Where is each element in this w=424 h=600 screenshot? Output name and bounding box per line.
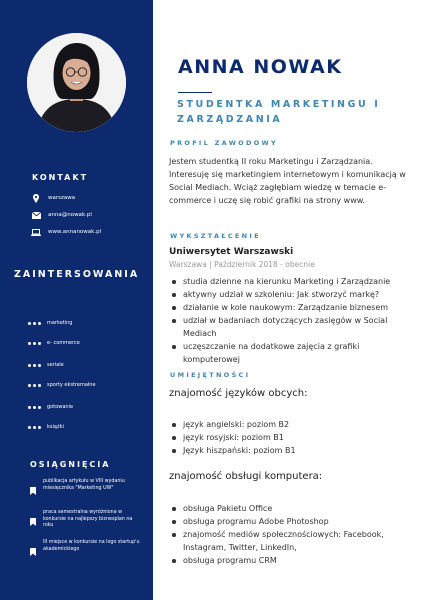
dots-icon bbox=[28, 322, 42, 325]
list-item: znajomość mediów społecznościowych: Facebook, Instagram, Twitter, LinkedIn, bbox=[169, 528, 409, 554]
profile-heading: PROFIL ZAWODOWY bbox=[170, 139, 279, 147]
interest-label: e- commerce bbox=[47, 340, 80, 346]
achievement-item bbox=[30, 479, 142, 492]
interest-item bbox=[28, 402, 73, 412]
interest-label: książki bbox=[47, 424, 64, 430]
interest-label: seriale bbox=[47, 362, 64, 368]
location-pin-icon bbox=[30, 194, 42, 203]
interest-label: sporty ekstremalne bbox=[47, 382, 96, 388]
achievements-heading: OSIĄGNIĘCIA bbox=[30, 460, 111, 469]
school-name: Uniwersytet Warszawski bbox=[169, 247, 294, 257]
sidebar bbox=[0, 0, 153, 600]
achievement-text: III miejsce w konkursie na logo startup'u akademickiego bbox=[43, 540, 140, 552]
education-list bbox=[169, 275, 409, 366]
list-item: uczęszczanie na dodatkowe zajęcia z grafiki komputerowej bbox=[169, 340, 409, 366]
title-divider bbox=[178, 92, 212, 93]
interest-item bbox=[28, 360, 64, 370]
bookmark-icon bbox=[30, 511, 36, 519]
contact-email[interactable] bbox=[30, 209, 92, 221]
computer-skills-list bbox=[169, 502, 409, 567]
list-item: język angielski: poziom B2 bbox=[169, 418, 409, 431]
achievement-item bbox=[30, 510, 142, 530]
achievement-text: publikacja artykułu w VIII wydaniu miesięcznika "Marketing UW" bbox=[43, 479, 125, 491]
profile-photo bbox=[27, 33, 126, 132]
interest-item bbox=[28, 422, 64, 432]
interest-item bbox=[28, 380, 96, 390]
dots-icon bbox=[28, 406, 42, 409]
list-item: obsługa programu CRM bbox=[169, 554, 409, 567]
achievement-text: praca semestralna wyróżniona w konkursie na najlepszy biznesplan na roku bbox=[43, 510, 133, 529]
profile-text: Jestem studentką II roku Marketingu i Zarządzania. Interesuję się marketingiem internetowym i komunikacją w Social Mediach. Wciąż zagłębiam wiedzę w temacie e-commerce i uczę się robić grafiki na strony www. bbox=[169, 157, 406, 205]
skills-heading: UMIEJĘTNOŚCI bbox=[170, 371, 251, 379]
person-name: ANNA NOWAK bbox=[178, 56, 343, 78]
languages-list bbox=[169, 418, 409, 457]
list-item: studia dzienne na kierunku Marketing i Zarządzanie bbox=[169, 275, 409, 288]
languages-heading: znajomość języków obcych: bbox=[169, 388, 308, 399]
laptop-icon bbox=[30, 229, 42, 236]
list-item: Język hiszpański: poziom B1 bbox=[169, 444, 409, 457]
list-item: aktywny udział w szkoleniu: Jak stworzyć markę? bbox=[169, 288, 409, 301]
list-item: język rosyjski: poziom B1 bbox=[169, 431, 409, 444]
dots-icon bbox=[28, 364, 42, 367]
list-item: obsługa Pakietu Office bbox=[169, 502, 409, 515]
contact-email-text[interactable]: anna@nowak.pl bbox=[48, 212, 92, 218]
contact-location-text: warszawa bbox=[48, 195, 76, 201]
school-meta: Warszawa | Październik 2018 - obecnie bbox=[169, 260, 315, 269]
interest-item bbox=[28, 318, 72, 328]
dots-icon bbox=[28, 342, 42, 345]
contact-website-text[interactable]: www.annanowak.pl bbox=[48, 229, 102, 235]
list-item: obsługa programu Adobe Photoshop bbox=[169, 515, 409, 528]
interest-item bbox=[28, 338, 80, 348]
interest-label: marketing bbox=[47, 320, 73, 326]
achievement-item bbox=[30, 540, 142, 553]
dots-icon bbox=[28, 426, 42, 429]
contact-heading: KONTAKT bbox=[32, 173, 89, 182]
dots-icon bbox=[28, 384, 42, 387]
interest-label: gotowanie bbox=[47, 404, 74, 410]
interests-heading: ZAINTERSOWANIA bbox=[14, 269, 140, 280]
job-subtitle: STUDENTKA MARKETINGU I ZARZĄDZANIA bbox=[177, 99, 381, 125]
mail-icon bbox=[30, 212, 42, 219]
education-heading: WYKSZTAŁCENIE bbox=[170, 232, 261, 240]
bookmark-icon bbox=[30, 541, 36, 549]
computer-skills-heading: znajomość obsługi komputera: bbox=[169, 471, 323, 482]
bookmark-icon bbox=[30, 480, 36, 488]
contact-location bbox=[30, 192, 75, 204]
contact-website[interactable] bbox=[30, 226, 101, 238]
list-item: udział w badaniach dotyczących zasięgów w Social Mediach bbox=[169, 314, 409, 340]
list-item: działanie w kole naukowym: Zarządzanie biznesem bbox=[169, 301, 409, 314]
